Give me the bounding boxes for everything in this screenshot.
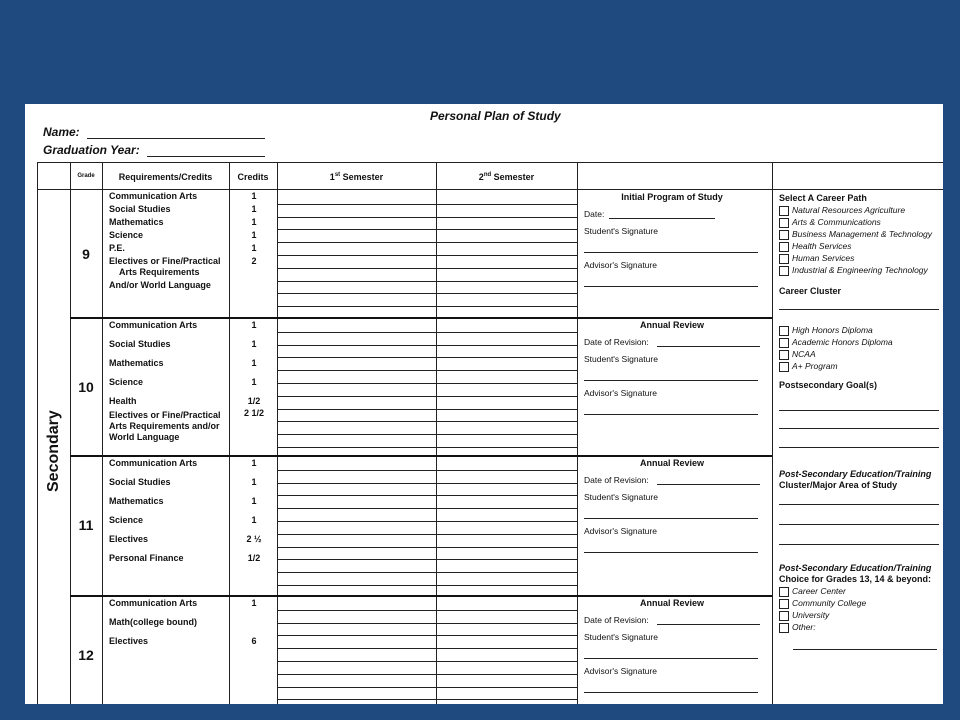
advisor-signature-label: Advisor's Signature bbox=[584, 666, 657, 676]
checkbox[interactable] bbox=[779, 242, 789, 252]
requirement-item: Social Studies bbox=[109, 204, 171, 214]
semester-1-header: 1st Semester bbox=[329, 172, 384, 182]
course-entry-line[interactable] bbox=[277, 345, 577, 346]
credit-value: 1/2 bbox=[247, 396, 261, 406]
requirement-item: Communication Arts bbox=[109, 458, 198, 468]
credit-value: 1 bbox=[251, 358, 257, 368]
credit-value: 1/2 bbox=[247, 553, 261, 563]
plan-of-study-form bbox=[25, 104, 943, 704]
diploma-option[interactable]: NCAA bbox=[779, 348, 943, 360]
pse-cluster-field[interactable] bbox=[779, 544, 939, 545]
course-entry-line[interactable] bbox=[277, 508, 577, 509]
requirement-item: Math(college bound) bbox=[109, 617, 197, 627]
advisor-signature-label: Advisor's Signature bbox=[584, 526, 657, 536]
annual-review-block-12 bbox=[577, 597, 772, 704]
form-title: Personal Plan of Study bbox=[430, 109, 561, 123]
course-entry-line[interactable] bbox=[277, 623, 577, 624]
course-entry-line[interactable] bbox=[277, 585, 577, 586]
credit-value: 1 bbox=[251, 204, 257, 214]
course-entry-line[interactable] bbox=[277, 255, 577, 256]
block-heading: Annual Review bbox=[639, 320, 704, 330]
advisor-signature-field[interactable] bbox=[584, 692, 758, 693]
pse-cluster-field[interactable] bbox=[779, 504, 939, 505]
advisor-signature-field[interactable] bbox=[584, 286, 758, 287]
initial-program-block bbox=[577, 191, 772, 317]
credit-value: 1 bbox=[251, 230, 257, 240]
career-path-option[interactable]: Industrial & Engineering Technology bbox=[779, 264, 943, 276]
course-entry-line[interactable] bbox=[277, 306, 577, 307]
requirement-item: Science bbox=[109, 515, 144, 525]
student-signature-label: Student's Signature bbox=[584, 354, 658, 364]
requirement-item: Health bbox=[109, 396, 137, 406]
credit-value: 1 bbox=[251, 320, 257, 330]
requirement-item: Personal Finance bbox=[109, 553, 184, 563]
course-entry-line[interactable] bbox=[277, 661, 577, 662]
requirement-item: Communication Arts bbox=[109, 191, 198, 201]
course-entry-line[interactable] bbox=[277, 447, 577, 448]
grade-9-requirements bbox=[109, 191, 221, 291]
pse-choice-section bbox=[779, 563, 943, 633]
requirement-item: P.E. bbox=[109, 243, 125, 253]
course-entry-line[interactable] bbox=[277, 332, 577, 333]
student-signature-field[interactable] bbox=[584, 252, 758, 253]
grade-11-credits bbox=[229, 458, 279, 572]
course-entry-line[interactable] bbox=[277, 687, 577, 688]
requirement-item: Electives or Fine/Practical bbox=[109, 256, 221, 266]
requirement-item: Mathematics bbox=[109, 217, 164, 227]
grade-10-credits bbox=[229, 320, 279, 420]
course-entry-line[interactable] bbox=[277, 383, 577, 384]
course-entry-line[interactable] bbox=[277, 674, 577, 675]
grade-10-number: 10 bbox=[78, 379, 94, 395]
pse-choice-option[interactable]: University bbox=[779, 609, 943, 621]
grade-12-credits bbox=[229, 598, 279, 655]
goal-field[interactable] bbox=[779, 447, 939, 448]
career-path-section bbox=[779, 193, 943, 297]
requirements-header: Requirements/Credits bbox=[118, 172, 213, 182]
grade-header: Grade bbox=[77, 173, 95, 179]
advisor-signature-label: Advisor's Signature bbox=[584, 260, 657, 270]
checkbox[interactable] bbox=[779, 623, 789, 633]
table-top-border bbox=[37, 162, 943, 163]
block-heading: Annual Review bbox=[639, 458, 704, 468]
requirement-item: Electives bbox=[109, 534, 149, 544]
checkbox[interactable] bbox=[779, 587, 789, 597]
pse-choice-heading-1: Post-Secondary Education/Training bbox=[779, 563, 932, 573]
annual-review-block-11 bbox=[577, 457, 772, 595]
advisor-signature-field[interactable] bbox=[584, 552, 758, 553]
course-entry-line[interactable] bbox=[277, 559, 577, 560]
course-entry-line[interactable] bbox=[277, 229, 577, 230]
req-col-border bbox=[102, 162, 103, 704]
course-entry-line[interactable] bbox=[277, 421, 577, 422]
credit-value: 1 bbox=[251, 496, 257, 506]
course-entry-line[interactable] bbox=[277, 204, 577, 205]
student-signature-label: Student's Signature bbox=[584, 492, 658, 502]
date-label: Date of Revision: bbox=[584, 615, 649, 625]
requirement-item: Social Studies bbox=[109, 339, 171, 349]
course-entry-line[interactable] bbox=[277, 242, 577, 243]
requirement-item: Communication Arts bbox=[109, 320, 198, 330]
course-entry-line[interactable] bbox=[277, 635, 577, 636]
diploma-option[interactable]: High Honors Diploma bbox=[779, 324, 943, 336]
checkbox[interactable] bbox=[779, 218, 789, 228]
course-entry-line[interactable] bbox=[277, 470, 577, 471]
career-path-option[interactable]: Health Services bbox=[779, 240, 943, 252]
pse-cluster-heading-2: Cluster/Major Area of Study bbox=[779, 480, 898, 490]
name-field[interactable] bbox=[87, 138, 265, 139]
requirement-item: Electives or Fine/Practical bbox=[109, 410, 221, 420]
student-signature-field[interactable] bbox=[584, 658, 758, 659]
credit-value: 2 bbox=[251, 256, 257, 266]
pse-choice-heading-2: Choice for Grades 13, 14 & beyond: bbox=[779, 574, 932, 584]
checkbox[interactable] bbox=[779, 266, 789, 276]
semester-2-header: 2nd Semester bbox=[478, 172, 535, 182]
grade-10-requirements bbox=[109, 320, 221, 443]
pse-choice-option[interactable]: Career Center bbox=[779, 585, 943, 597]
course-entry-line[interactable] bbox=[277, 610, 577, 611]
diploma-option[interactable]: A+ Program bbox=[779, 360, 943, 372]
checkbox[interactable] bbox=[779, 338, 789, 348]
date-label: Date: bbox=[584, 209, 605, 219]
course-entry-line[interactable] bbox=[277, 434, 577, 435]
career-cluster-field[interactable] bbox=[779, 309, 939, 310]
course-entry-line[interactable] bbox=[277, 217, 577, 218]
course-entry-line[interactable] bbox=[277, 483, 577, 484]
student-signature-label: Student's Signature bbox=[584, 632, 658, 642]
block-heading: Initial Program of Study bbox=[621, 192, 723, 202]
graduation-year-label: Graduation Year: bbox=[43, 143, 140, 157]
grade-11-requirements bbox=[109, 458, 197, 564]
course-entry-line[interactable] bbox=[277, 699, 577, 700]
requirement-item: World Language bbox=[109, 432, 180, 442]
career-path-option[interactable]: Human Services bbox=[779, 252, 943, 264]
credit-value: 2 1/2 bbox=[243, 408, 265, 418]
credit-value: 1 bbox=[251, 598, 257, 608]
course-entry-line[interactable] bbox=[277, 534, 577, 535]
date-field[interactable] bbox=[609, 218, 715, 219]
career-path-option[interactable]: Natural Resources Agriculture bbox=[779, 204, 943, 216]
goal-field[interactable] bbox=[779, 428, 939, 429]
requirement-item: Science bbox=[109, 230, 144, 240]
credit-value: 1 bbox=[251, 377, 257, 387]
credit-value: 1 bbox=[251, 515, 257, 525]
advisor-signature-label: Advisor's Signature bbox=[584, 388, 657, 398]
course-entry-line[interactable] bbox=[277, 370, 577, 371]
right-col-border bbox=[772, 162, 773, 704]
credit-value: 6 bbox=[251, 636, 257, 646]
date-field[interactable] bbox=[657, 624, 760, 625]
pse-cluster-field[interactable] bbox=[779, 524, 939, 525]
course-entry-line[interactable] bbox=[277, 396, 577, 397]
postsecondary-goals-label: Postsecondary Goal(s) bbox=[779, 380, 878, 390]
checkbox[interactable] bbox=[779, 362, 789, 372]
diploma-section bbox=[779, 324, 943, 391]
pse-cluster-heading-1: Post-Secondary Education/Training bbox=[779, 469, 932, 479]
requirement-item: Mathematics bbox=[109, 358, 164, 368]
advisor-signature-field[interactable] bbox=[584, 414, 758, 415]
pse-choice-option[interactable]: Other: bbox=[779, 621, 943, 633]
course-entry-line[interactable] bbox=[277, 648, 577, 649]
career-path-option[interactable]: Business Management & Technology bbox=[779, 228, 943, 240]
student-signature-field[interactable] bbox=[584, 380, 758, 381]
career-path-heading: Select A Career Path bbox=[779, 193, 867, 203]
other-choice-field[interactable] bbox=[793, 649, 937, 650]
grade-9-credits bbox=[229, 191, 279, 269]
goal-field[interactable] bbox=[779, 410, 939, 411]
date-label: Date of Revision: bbox=[584, 475, 649, 485]
requirement-item: Mathematics bbox=[109, 496, 164, 506]
checkbox[interactable] bbox=[779, 254, 789, 264]
pse-choice-option[interactable]: Community College bbox=[779, 597, 943, 609]
checkbox[interactable] bbox=[779, 206, 789, 216]
grade-9-number: 9 bbox=[82, 246, 90, 262]
credit-value: 1 bbox=[251, 217, 257, 227]
course-entry-line[interactable] bbox=[277, 268, 577, 269]
block-heading: Annual Review bbox=[639, 598, 704, 608]
date-label: Date of Revision: bbox=[584, 337, 649, 347]
credit-value: 2 ½ bbox=[246, 534, 262, 544]
credit-value: 1 bbox=[251, 191, 257, 201]
course-entry-line[interactable] bbox=[277, 572, 577, 573]
requirement-item: Arts Requirements bbox=[119, 267, 200, 277]
checkbox[interactable] bbox=[779, 230, 789, 240]
date-field[interactable] bbox=[657, 346, 760, 347]
date-field[interactable] bbox=[657, 484, 760, 485]
credit-value: 1 bbox=[251, 339, 257, 349]
course-entry-line[interactable] bbox=[277, 281, 577, 282]
checkbox[interactable] bbox=[779, 599, 789, 609]
checkbox[interactable] bbox=[779, 326, 789, 336]
credit-value: 1 bbox=[251, 477, 257, 487]
credit-value: 1 bbox=[251, 458, 257, 468]
graduation-year-field[interactable] bbox=[147, 156, 265, 157]
requirement-item: Electives bbox=[109, 636, 149, 646]
grade-11-number: 11 bbox=[78, 517, 94, 533]
course-entry-line[interactable] bbox=[277, 521, 577, 522]
header-bottom-border bbox=[37, 189, 943, 190]
secondary-label: Secondary bbox=[45, 410, 62, 492]
diploma-option[interactable]: Academic Honors Diploma bbox=[779, 336, 943, 348]
course-entry-line[interactable] bbox=[277, 495, 577, 496]
career-path-option[interactable]: Arts & Communications bbox=[779, 216, 943, 228]
name-label: Name: bbox=[43, 125, 80, 139]
requirement-item: Arts Requirements and/or bbox=[109, 421, 220, 431]
checkbox[interactable] bbox=[779, 350, 789, 360]
table-left-border bbox=[37, 162, 38, 704]
requirement-item: And/or World Language bbox=[109, 280, 211, 290]
grade-12-number: 12 bbox=[78, 647, 94, 663]
credit-value: 1 bbox=[251, 243, 257, 253]
course-entry-line[interactable] bbox=[277, 409, 577, 410]
credit-value bbox=[229, 617, 279, 636]
credits-header: Credits bbox=[237, 172, 269, 182]
requirement-item: Communication Arts bbox=[109, 598, 198, 608]
course-entry-line[interactable] bbox=[277, 357, 577, 358]
student-signature-label: Student's Signature bbox=[584, 226, 658, 236]
pse-cluster-section bbox=[779, 469, 943, 491]
grade-col-border bbox=[70, 162, 71, 704]
annual-review-block-10 bbox=[577, 319, 772, 455]
student-signature-field[interactable] bbox=[584, 518, 758, 519]
course-entry-line[interactable] bbox=[277, 547, 577, 548]
course-entry-line[interactable] bbox=[277, 293, 577, 294]
checkbox[interactable] bbox=[779, 611, 789, 621]
requirement-item: Social Studies bbox=[109, 477, 171, 487]
requirement-item: Science bbox=[109, 377, 144, 387]
career-cluster-label: Career Cluster bbox=[779, 286, 842, 296]
grade-12-requirements bbox=[109, 598, 197, 647]
